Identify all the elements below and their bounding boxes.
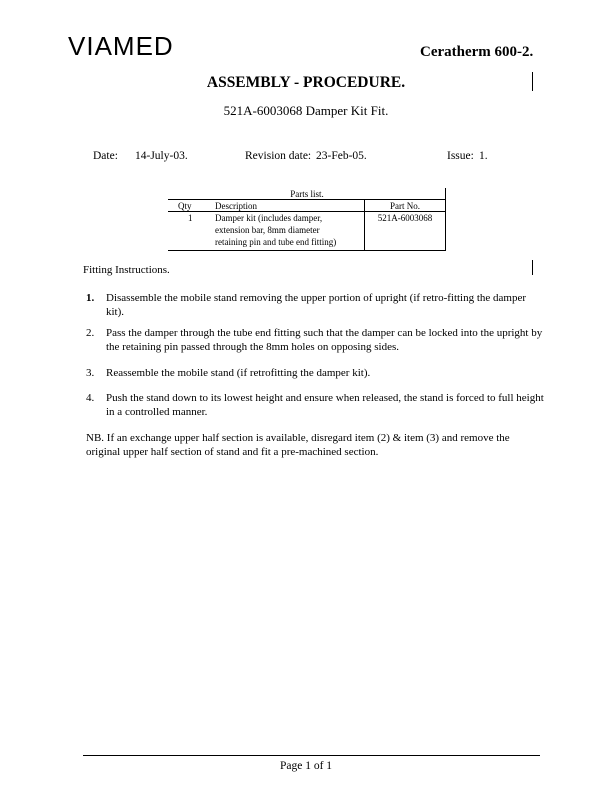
step-text: Pass the damper through the tube end fitting such that the damper can be locked into the upright by the retaining pin passed through the 8mm holes on opposing sides. (106, 327, 543, 353)
document-title: ASSEMBLY - PROCEDURE. (206, 74, 406, 91)
revision-date-label: Revision date: (245, 150, 312, 162)
product-name: Ceratherm 600-2. (420, 44, 534, 60)
date-value: 14-July-03. (135, 150, 188, 162)
issue-label: Issue: (447, 150, 474, 162)
issue-value: 1. (479, 150, 488, 162)
footer-rule (83, 755, 540, 756)
row-part-no: 521A-6003068 (377, 213, 433, 223)
table-rule (168, 250, 446, 251)
column-header-description: Description (215, 201, 257, 211)
viamed-logo: VIAMED (68, 31, 174, 61)
change-bar (532, 260, 533, 275)
step-number: 4. (86, 392, 95, 404)
step-text: Push the stand down to its lowest height and ensure when released, the stand is forced to full height in a controlled manner. (106, 392, 544, 418)
parts-list-title: Parts list. (290, 189, 324, 199)
document-subtitle: 521A-6003068 Damper Kit Fit. (223, 103, 389, 118)
change-bar (532, 72, 533, 91)
step-text: Reassemble the mobile stand (if retrofitting the damper kit). (106, 367, 371, 379)
date-label: Date: (93, 150, 118, 162)
note-paragraph: NB. If an exchange upper half section is available, disregard item (2) & item (3) and remove the original upper half section of stand and fit a pre-machined section. (86, 432, 510, 458)
column-header-qty: Qty (178, 201, 192, 211)
page-number: Page 1 of 1 (279, 760, 333, 772)
step-text: Disassemble the mobile stand removing the upper portion of upright (if retro-fitting the damper kit). (106, 292, 527, 318)
row-description-line: retaining pin and tube end fitting) (215, 237, 337, 247)
fitting-instructions-heading: Fitting Instructions. (83, 264, 170, 276)
step-number: 2. (86, 327, 95, 339)
revision-date-value: 23-Feb-05. (316, 150, 367, 162)
column-header-part-no: Part No. (390, 201, 420, 211)
row-qty: 1 (188, 213, 193, 223)
step-number: 3. (86, 367, 95, 379)
row-description-line: Damper kit (includes damper, (215, 213, 323, 223)
row-description-line: extension bar, 8mm diameter (215, 225, 320, 235)
step-number: 1. (86, 292, 95, 304)
